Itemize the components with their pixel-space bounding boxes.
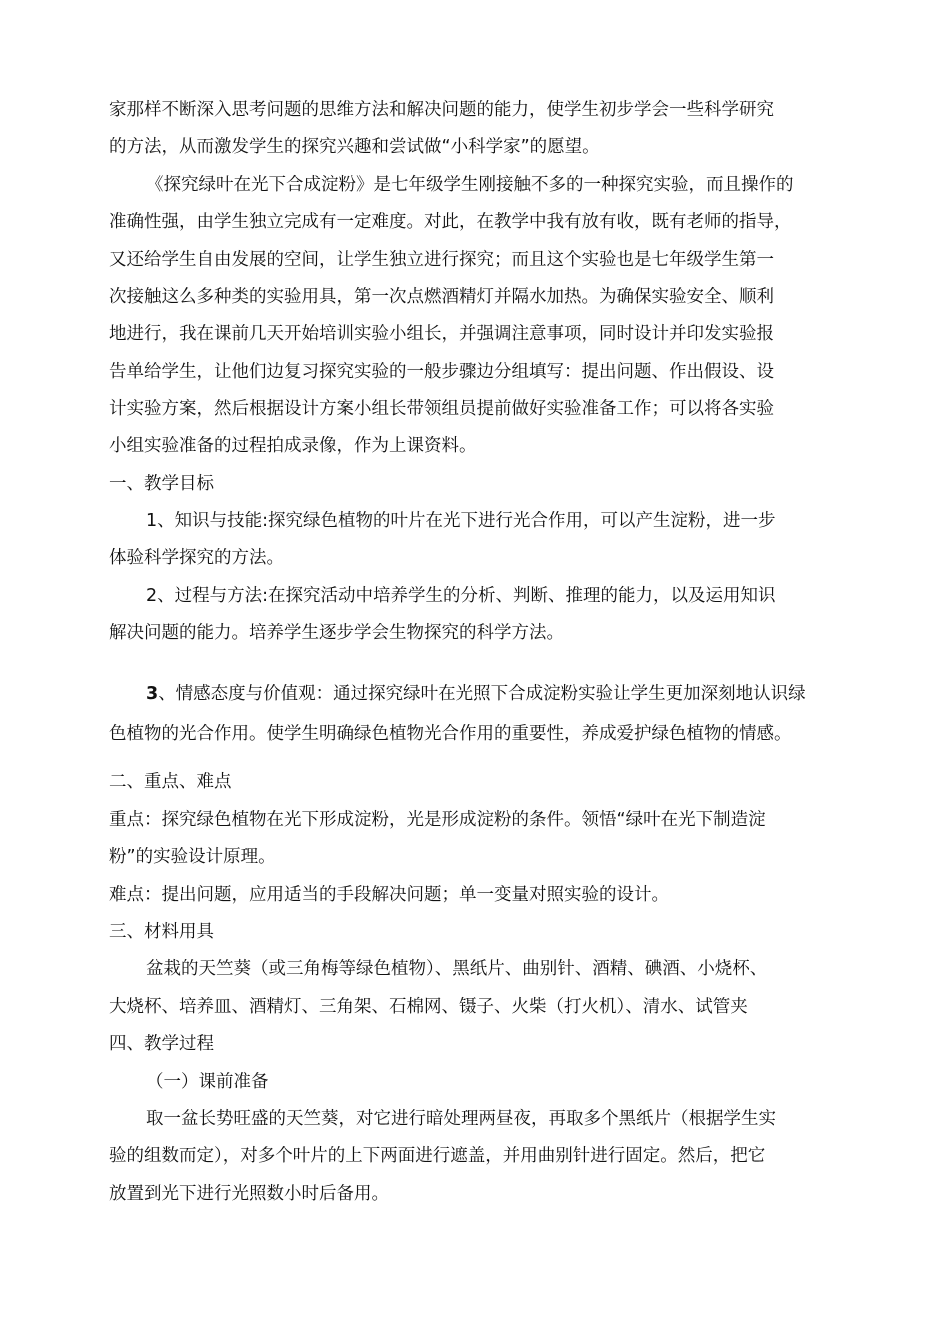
design-line-5: 地进行，我在课前几天开始培训实验小组长，并强调注意事项，同时设计并印发实验报 — [109, 324, 774, 344]
goal-1-line-2: 体验科学探究的方法。 — [109, 548, 284, 568]
key-point-line-1: 重点：探究绿色植物在光下形成淀粉，光是形成淀粉的条件。领悟“绿叶在光下制造淀 — [109, 810, 766, 830]
materials-line-2: 大烧杯、培养皿、酒精灯、三角架、石棉网、镊子、火柴（打火机）、清水、试管夹 — [109, 997, 748, 1017]
goal-3-line-2: 色植物的光合作用。使学生明确绿色植物光合作用的重要性，养成爱护绿色植物的情感。 — [109, 724, 792, 744]
design-line-2: 准确性强，由学生独立完成有一定难度。对此，在教学中我有放有收，既有老师的指导， — [109, 212, 792, 232]
difficult-point: 难点：提出问题，应用适当的手段解决问题；单一变量对照实验的设计。 — [109, 885, 669, 905]
preparation-line-1: 取一盆长势旺盛的天竺葵，对它进行暗处理两昼夜，再取多个黑纸片（根据学生实 — [146, 1109, 776, 1129]
design-line-7: 计实验方案，然后根据设计方案小组长带领组员提前做好实验准备工作；可以将各实验 — [109, 399, 774, 419]
design-line-3: 又还给学生自由发展的空间，让学生独立进行探究；而且这个实验也是七年级学生第一 — [109, 250, 774, 270]
subsection-heading-preparation: （一）课前准备 — [146, 1072, 269, 1092]
goal-3-line-1 — [146, 682, 806, 706]
design-line-4: 次接触这么多种类的实验用具，第一次点燃酒精灯并隔水加热。为确保实验安全、顺利 — [109, 287, 774, 307]
section-heading-materials: 三、材料用具 — [109, 922, 214, 942]
intro-line-1: 家那样不断深入思考问题的思维方法和解决问题的能力，使学生初步学会一些科学研究 — [109, 100, 774, 120]
goal-3-number: 3 — [146, 684, 159, 704]
goal-3-text: 、情感态度与价值观：通过探究绿叶在光照下合成淀粉实验让学生更加深刻地认识绿 — [158, 684, 806, 704]
design-line-8: 小组实验准备的过程拍成录像，作为上课资料。 — [109, 436, 477, 456]
materials-line-1: 盆栽的天竺葵（或三角梅等绿色植物）、黑纸片、曲别针、酒精、碘酒、小烧杯、 — [146, 959, 768, 979]
design-line-1: 《探究绿叶在光下合成淀粉》是七年级学生刚接触不多的一种探究实验，而且操作的 — [146, 175, 794, 195]
goal-2-line-1: 2、过程与方法:在探究活动中培养学生的分析、判断、推理的能力，以及运用知识 — [146, 586, 776, 606]
intro-line-2: 的方法，从而激发学生的探究兴趣和尝试做“小科学家”的愿望。 — [109, 137, 600, 157]
preparation-line-2: 验的组数而定），对多个叶片的上下两面进行遮盖，并用曲别针进行固定。然后，把它 — [109, 1146, 766, 1166]
preparation-line-3: 放置到光下进行光照数小时后备用。 — [109, 1184, 389, 1204]
design-line-6: 告单给学生，让他们边复习探究实验的一般步骤边分组填写：提出问题、作出假设、设 — [109, 362, 774, 382]
key-point-line-2: 粉”的实验设计原理。 — [109, 847, 276, 867]
section-heading-goals: 一、教学目标 — [109, 474, 214, 494]
goal-1-line-1: 1、知识与技能:探究绿色植物的叶片在光下进行光合作用，可以产生淀粉，进一步 — [146, 511, 776, 531]
section-heading-key-points: 二、重点、难点 — [109, 772, 232, 792]
section-heading-process: 四、教学过程 — [109, 1034, 214, 1054]
goal-2-line-2: 解决问题的能力。培养学生逐步学会生物探究的科学方法。 — [109, 623, 564, 643]
